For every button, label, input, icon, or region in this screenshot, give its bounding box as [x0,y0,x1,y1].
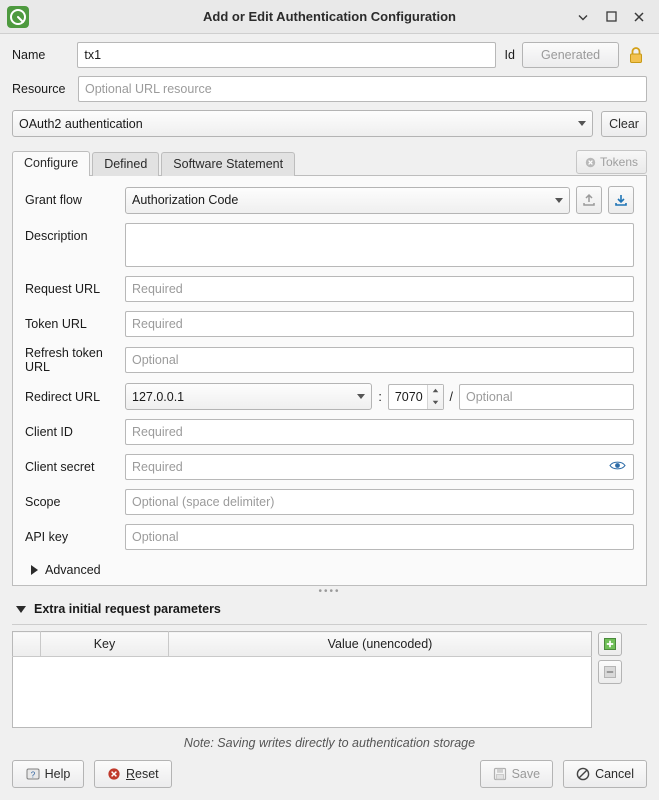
name-row [12,42,647,68]
clear-button[interactable]: Clear [601,111,647,137]
spin-down-icon[interactable] [428,397,443,409]
resource-label: Resource [12,82,66,96]
close-icon[interactable] [632,10,646,24]
lock-icon[interactable] [625,42,647,68]
chevron-down-icon [555,198,563,203]
save-button[interactable] [480,760,554,788]
tokens-label: Tokens [599,155,638,169]
cancel-icon [576,767,590,781]
table-empty-body [13,657,592,728]
remove-row-icon[interactable] [598,660,622,684]
extra-params-toggle[interactable] [16,602,647,616]
dialog-footer [0,760,659,800]
scope-label: Scope [25,495,61,509]
save-label: Save [511,767,541,781]
id-label: Id [504,48,515,62]
storage-note: Note: Saving writes directly to authentication storage [183,736,476,750]
api-key-input[interactable] [125,524,634,550]
refresh-token-url-label: Refresh token URL [25,346,103,374]
refresh-token-url-input[interactable] [125,347,634,373]
client-id-row [25,419,634,445]
advanced-label: Advanced [45,563,101,577]
extra-params-title: Extra initial request parameters [34,602,221,616]
refresh-token-url-row [25,346,634,374]
scope-row [25,489,634,515]
chevron-down-icon [357,394,365,399]
api-key-row [25,524,634,550]
dialog-content [0,34,659,760]
description-row [25,223,634,267]
redirect-url-row [25,383,634,410]
reset-icon [107,767,121,781]
eye-icon[interactable] [609,460,626,474]
grant-flow-label: Grant flow [25,193,82,207]
token-url-label: Token URL [25,317,87,331]
save-icon [493,767,507,781]
generated-id-button[interactable]: Generated [522,42,619,68]
name-input[interactable] [77,42,495,68]
grant-flow-combo[interactable] [125,187,570,214]
redirect-slash: / [449,389,453,404]
grant-flow-row [25,186,634,214]
request-url-input[interactable] [125,276,634,302]
qgis-logo-icon [7,6,29,28]
extra-params-table[interactable] [12,631,592,728]
tab-software-statement[interactable]: Software Statement [161,152,295,176]
table-cell [169,657,592,728]
request-url-label: Request URL [25,282,101,296]
client-id-input[interactable] [125,419,634,445]
chevron-down-icon [578,121,586,126]
redirect-separator: : [378,389,382,404]
chevron-down-icon[interactable] [576,10,590,24]
cancel-label: Cancel [595,767,634,781]
client-secret-row [25,454,634,480]
redirect-host-value: 127.0.0.1 [132,389,185,404]
description-label: Description [25,229,88,243]
help-button[interactable] [12,760,84,788]
api-key-label: API key [25,530,69,544]
configure-panel [12,175,647,586]
import-config-icon[interactable] [576,186,602,214]
auth-method-value: OAuth2 authentication [19,116,143,131]
spinner-buttons[interactable] [427,385,443,409]
title-bar [0,0,659,34]
resource-input[interactable] [78,76,647,102]
grant-flow-value: Authorization Code [132,193,239,207]
spin-up-icon[interactable] [428,385,443,397]
auth-method-row [12,110,647,137]
resource-row [12,76,647,102]
tab-bar [12,149,647,176]
token-url-input[interactable] [125,311,634,337]
triangle-right-icon [31,565,38,575]
triangle-down-icon [16,606,26,613]
window-title: Add or Edit Authentication Configuration [203,9,456,24]
token-url-row [25,311,634,337]
add-row-icon[interactable] [598,632,622,656]
splitter-handle[interactable]: •••• [318,586,341,597]
auth-method-combo[interactable] [12,110,593,137]
svg-text:?: ? [30,770,35,780]
request-url-row [25,276,634,302]
window-controls [576,10,659,24]
clear-tokens-icon [585,157,596,168]
help-label: Help [44,767,71,781]
tab-defined[interactable]: Defined [92,152,159,176]
redirect-port-value: 7070 [394,389,423,404]
scope-input[interactable] [125,489,634,515]
reset-label: Reset [126,767,159,781]
table-cell [41,657,169,728]
divider [12,624,647,625]
client-secret-label: Client secret [25,460,95,474]
name-label: Name [12,48,46,62]
client-secret-input[interactable] [125,454,634,480]
tab-configure[interactable]: Configure [12,151,90,176]
redirect-url-label: Redirect URL [25,389,101,404]
cancel-button[interactable] [563,760,647,788]
reset-button[interactable] [94,760,172,788]
extra-params-table-wrap [12,631,647,728]
footer-right-buttons [480,760,647,788]
column-header-key[interactable]: Key [41,632,169,657]
table-header-row [13,632,592,657]
help-icon [26,767,40,781]
maximize-icon[interactable] [604,10,618,24]
export-config-icon[interactable] [608,186,634,214]
table-corner-header [13,632,41,657]
tokens-button[interactable] [576,150,647,174]
client-id-label: Client ID [25,425,73,439]
description-input[interactable] [125,223,634,267]
redirect-port-stepper[interactable] [388,384,444,410]
redirect-host-combo[interactable] [125,383,372,410]
table-cell [13,657,41,728]
table-side-buttons [598,632,622,684]
column-header-value[interactable]: Value (unencoded) [169,632,592,657]
advanced-section-toggle[interactable] [25,559,634,579]
redirect-path-input[interactable] [459,384,634,410]
